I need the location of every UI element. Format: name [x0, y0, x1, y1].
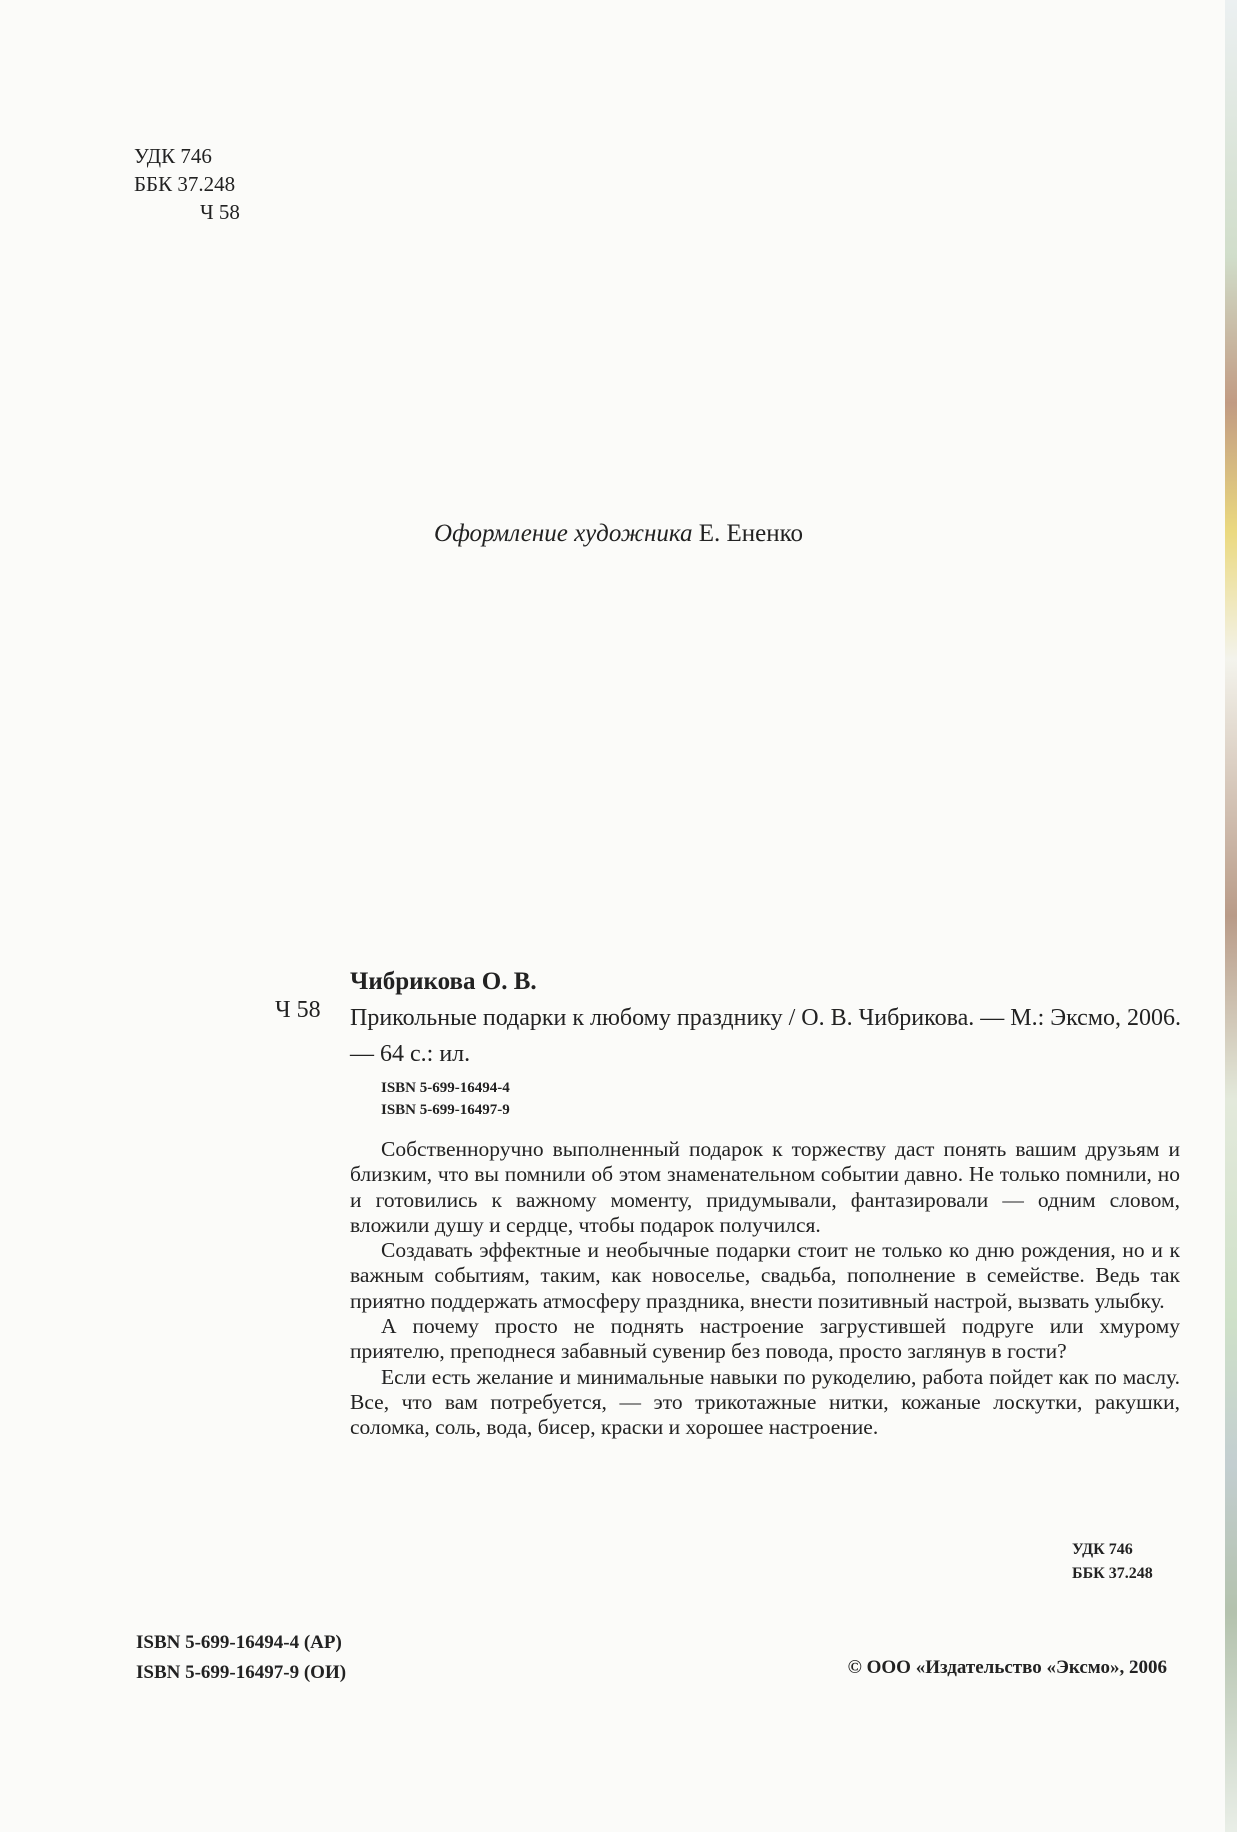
isbn-footer [136, 1628, 346, 1688]
udk-code: УДК 746 [134, 144, 212, 168]
bbk-code: ББК 37.248 [134, 172, 236, 196]
isbn-ar: ISBN 5-699-16494-4 (АР) [136, 1632, 342, 1653]
author-heading: Чибрикова О. В. [350, 968, 537, 995]
annotation-paragraph: А почему просто не поднять настроение загрустившей подруге или хмурому приятелю, преподнеся забавный сувенир без повода, просто заглянув в гости? [350, 1314, 1180, 1364]
record-isbn-1: ISBN 5-699-16494-4 [381, 1080, 510, 1096]
page-edge-strip [1225, 0, 1237, 1832]
annotation-paragraph: Создавать эффектные и необычные подарки стоит не только ко дню рождения, но и к важным событиям, таким, как новоселье, свадьба, пополнение в семействе. Ведь так приятно поддержать атмосферу праздника, внести позитивный настрой, вызвать улыбку. [350, 1238, 1180, 1313]
classification-codes-right [1072, 1538, 1153, 1586]
copyright-notice: © ООО «Издательство «Эксмо», 2006 [847, 1657, 1167, 1678]
isbn-oi: ISBN 5-699-16497-9 (ОИ) [136, 1662, 347, 1683]
designer-name: Е. Ененко [698, 520, 803, 547]
annotation-paragraph: Если есть желание и минимальные навыки по рукоделию, работа пойдет как по маслу. Все, что вам потребуется, — это трикотажные нитки, кожаные лоскутки, ракушки, соломка, соль, вода, бисер, краски и хорошее настроение. [350, 1364, 1180, 1440]
record-isbn-2: ISBN 5-699-16497-9 [381, 1102, 510, 1118]
bbk-code-right: ББК 37.248 [1072, 1565, 1153, 1582]
annotation-text [350, 1137, 1180, 1441]
classification-codes-top [134, 142, 240, 226]
annotation-paragraph: Собственноручно выполненный подарок к торжеству даст понять вашим друзьям и близким, что вы помнили об этом знаменательном событии давно. Не только помнили, но и готовились к важному моменту, придумывали, фантазировали — одним словом, вложили душу и сердце, чтобы подарок получился. [350, 1137, 1180, 1237]
record-isbn-block [381, 1077, 510, 1121]
designer-role: Оформление художника [434, 520, 693, 547]
designer-credit [0, 520, 1237, 548]
record-cutter-code: Ч 58 [275, 997, 321, 1023]
cutter-code: Ч 58 [200, 200, 240, 224]
udk-code-right: УДК 746 [1072, 1541, 1133, 1558]
bibliographic-title: Прикольные подарки к любому празднику / О. В. Чибрикова. — М.: Эксмо, 2006. — 64 с.: ил. [350, 1005, 1181, 1067]
